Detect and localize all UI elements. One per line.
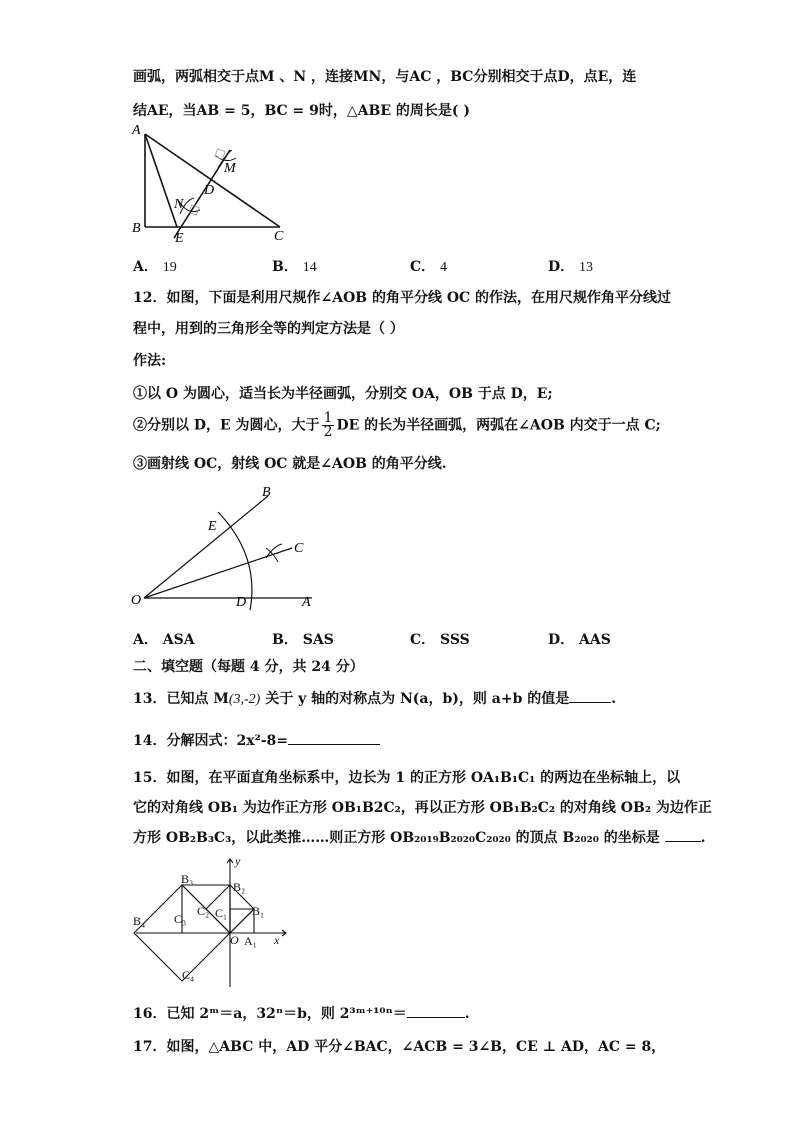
q15-line1: 15．如图，在平面直角坐标系中，边长为 1 的正方形 OA₁B₁C₁ 的两边在坐标轴上，以 xyxy=(133,770,681,786)
fraction-one-half: $\frac{1}{2}$ xyxy=(323,410,333,440)
q12-line1: 12．如图，下面是利用尺规作∠AOB 的角平分线 OC 的作法，在用尺规作角平分线过 xyxy=(133,290,672,306)
q12-label-e: E xyxy=(208,519,217,534)
q13-text: 13．已知点 M(3,-2) 关于 y 轴的对称点为 N(a，b)，则 a+b 的值是 . xyxy=(133,688,616,708)
q11-figure xyxy=(128,120,298,250)
q12-step2: ②分别以 D，E 为圆心，大于 $\frac{1}{2}$ DE 的长为半径画弧，两弧在∠AOB 内交于一点 C; xyxy=(133,410,661,440)
q12-step1: ①以 O 为圆心，适当长为半径画弧，分别交 OA，OB 于点 D，E; xyxy=(133,386,553,402)
q12-method-label: 作法: xyxy=(133,353,167,369)
q12-figure xyxy=(128,480,328,612)
q15-figure xyxy=(128,855,288,990)
q15-label-b3: B₃ xyxy=(181,872,194,886)
q13-answer-blank[interactable] xyxy=(569,688,611,703)
q12-line2: 程中，用到的三角形全等的判定方法是（ ） xyxy=(133,321,404,337)
q11-label-e: E xyxy=(175,231,184,246)
q11-label-a: A xyxy=(132,123,141,138)
q12-label-d: D xyxy=(236,595,247,610)
q11-line2: 结AE，当AB = 5，BC = 9时，△ABE 的周长是( ) xyxy=(133,103,471,119)
q12-option-b[interactable]: B． SAS xyxy=(272,632,334,648)
q12-option-a[interactable]: A． ASA xyxy=(133,632,195,648)
q11-option-d[interactable]: D． 13 xyxy=(548,259,594,275)
q15-label-b1: B₁ xyxy=(252,904,265,918)
q15-label-a1: A₁ xyxy=(244,934,257,948)
q12-label-b: B xyxy=(262,485,271,500)
q11-line1: 画弧，两弧相交于点M 、N ，连接MN，与AC ，BC分别相交于点D，点E，连 xyxy=(133,69,637,85)
q15-label-y: y xyxy=(235,855,241,868)
q15-label-c4: C₄ xyxy=(182,968,195,982)
q15-answer-blank[interactable] xyxy=(665,827,701,842)
q15-label-c2: C₂ xyxy=(197,904,210,918)
q15-label-b2: B₂ xyxy=(233,880,246,894)
q15-label-x: x xyxy=(274,933,280,947)
q15-line2: 它的对角线 OB₁ 为边作正方形 OB₁B2C₂，再以正方形 OB₁B₂C₂ 的对角线 OB₂ 为边作正 xyxy=(133,800,712,816)
q11-label-c: C xyxy=(274,229,284,244)
q15-label-c3: C₃ xyxy=(174,912,187,926)
q11-option-c[interactable]: C． 4 xyxy=(410,259,448,275)
q14-answer-blank[interactable] xyxy=(288,730,380,745)
q12-option-d[interactable]: D． AAS xyxy=(548,632,611,648)
q11-option-a[interactable]: A． 19 xyxy=(133,259,177,275)
q15-label-c1: C₁ xyxy=(215,906,228,920)
q11-label-b: B xyxy=(132,221,141,236)
q14-text: 14．分解因式：2x²-8= xyxy=(133,730,380,750)
q12-step3: ③画射线 OC，射线 OC 就是∠AOB 的角平分线. xyxy=(133,456,447,472)
q12-label-a: A xyxy=(302,595,311,610)
q16-text: 16．已知 2ᵐ＝a，32ⁿ＝b，则 2³ᵐ⁺¹⁰ⁿ＝ . xyxy=(133,1003,470,1023)
q11-option-b[interactable]: B． 14 xyxy=(272,259,317,275)
q16-answer-blank[interactable] xyxy=(407,1003,465,1018)
q15-label-o: O xyxy=(230,933,239,947)
q12-label-o: O xyxy=(131,593,142,608)
q11-label-m: M xyxy=(224,161,236,176)
q12-label-c: C xyxy=(294,541,304,556)
q17-line1: 17．如图，△ABC 中，AD 平分∠BAC，∠ACB = 3∠B，CE ⊥ AD，AC = 8， xyxy=(133,1039,666,1055)
q11-label-d: D xyxy=(204,183,215,198)
q15-label-b4: B₄ xyxy=(133,914,146,928)
q11-label-n: N xyxy=(174,197,184,212)
q15-line3: 方形 OB₂B₃C₃，以此类推……则正方形 OB₂₀₁₉B₂₀₂₀C₂₀₂₀ 的顶点 B₂₀₂₀ 的坐标是 . xyxy=(133,827,705,847)
section-heading: 二、填空题（每题 4 分，共 24 分） xyxy=(133,659,364,675)
q12-option-c[interactable]: C． SSS xyxy=(410,632,470,648)
